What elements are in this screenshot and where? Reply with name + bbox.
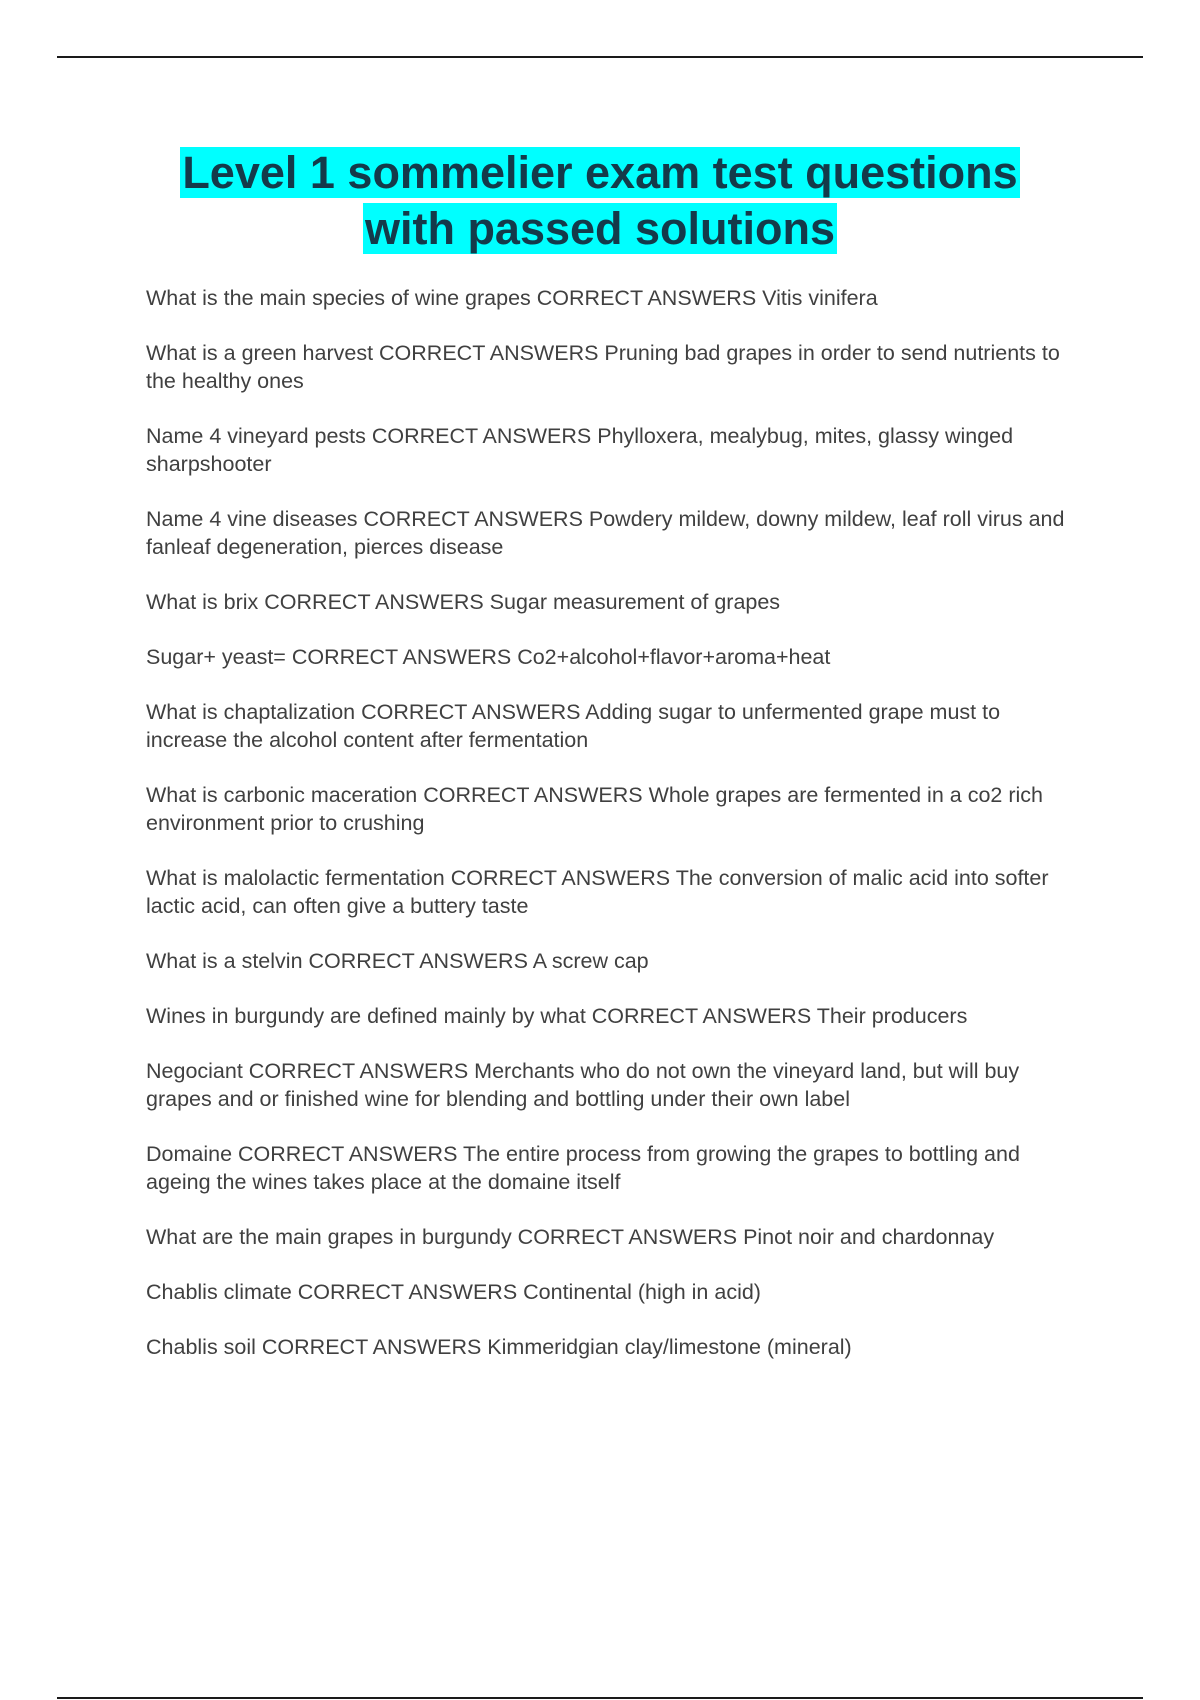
qa-item: Wines in burgundy are defined mainly by what CORRECT ANSWERS Their producers (146, 1004, 968, 1028)
qa-item: What is a stelvin CORRECT ANSWERS A screw cap (146, 949, 649, 973)
qa-item: Negociant CORRECT ANSWERS Merchants who do not own the vineyard land, but will buy grapes and or finished wine for blending and bottling under their own label (146, 1059, 1020, 1111)
qa-item: Name 4 vineyard pests CORRECT ANSWERS Phylloxera, mealybug, mites, glassy winged sharpshooter (146, 424, 1014, 476)
qa-item: Chablis soil CORRECT ANSWERS Kimmeridgian clay/limestone (mineral) (146, 1335, 852, 1359)
document-title (0, 145, 1200, 257)
qa-item: Sugar+ yeast= CORRECT ANSWERS Co2+alcohol+flavor+aroma+heat (146, 645, 831, 669)
qa-item: What is a green harvest CORRECT ANSWERS Pruning bad grapes in order to send nutrients to the healthy ones (146, 341, 1060, 393)
qa-item: What is malolactic fermentation CORRECT ANSWERS The conversion of malic acid into softer lactic acid, can often give a buttery taste (146, 866, 1049, 918)
qa-item: Name 4 vine diseases CORRECT ANSWERS Powdery mildew, downy mildew, leaf roll virus and fanleaf degeneration, pierces disease (146, 507, 1065, 559)
qa-item: What are the main grapes in burgundy CORRECT ANSWERS Pinot noir and chardonnay (146, 1225, 995, 1249)
qa-item: What is chaptalization CORRECT ANSWERS Adding sugar to unfermented grape must to increase the alcohol content after fermentation (146, 700, 1001, 752)
qa-item: Domaine CORRECT ANSWERS The entire process from growing the grapes to bottling and ageing the wines takes place at the domaine itself (146, 1142, 1020, 1194)
qa-item: Chablis climate CORRECT ANSWERS Continental (high in acid) (146, 1280, 761, 1304)
qa-item: What is the main species of wine grapes CORRECT ANSWERS Vitis vinifera (146, 286, 878, 310)
qa-item: What is brix CORRECT ANSWERS Sugar measurement of grapes (146, 590, 781, 614)
qa-list (146, 284, 1086, 1388)
header-rule (57, 56, 1143, 58)
footer-rule (57, 1697, 1143, 1699)
qa-item: What is carbonic maceration CORRECT ANSWERS Whole grapes are fermented in a co2 rich environment prior to crushing (146, 783, 1043, 835)
title-line-2: with passed solutions (364, 203, 836, 254)
title-line-1: Level 1 sommelier exam test questions (182, 147, 1018, 198)
